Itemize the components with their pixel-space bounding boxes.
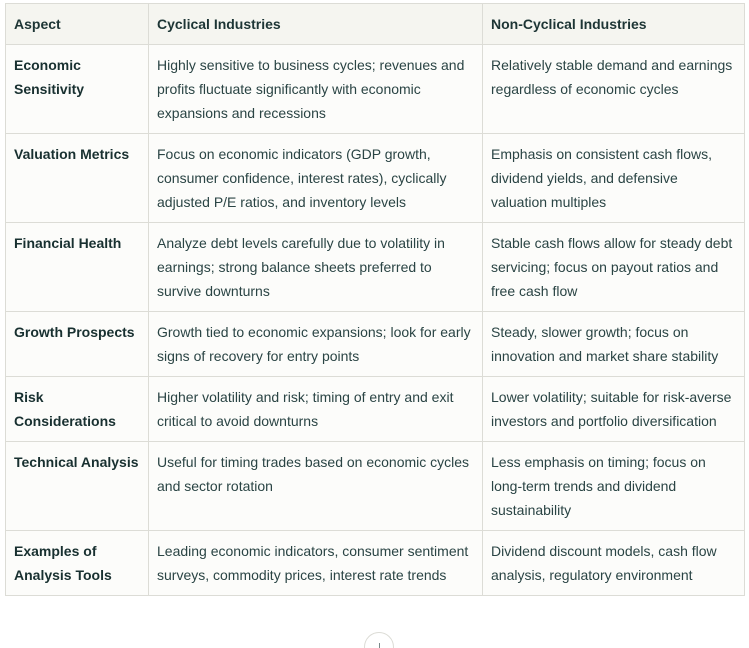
header-aspect: Aspect — [6, 4, 149, 45]
table-row — [6, 223, 745, 312]
table-body — [6, 45, 745, 596]
cell-cyclical: Higher volatility and risk; timing of entry and exit critical to avoid downturns — [149, 377, 483, 442]
cell-cyclical: Analyze debt levels carefully due to volatility in earnings; strong balance sheets preferred to survive downturns — [149, 223, 483, 312]
cell-aspect: Economic Sensitivity — [6, 45, 149, 134]
header-row — [6, 4, 745, 45]
table-row — [6, 531, 745, 596]
scroll-down-button[interactable] — [364, 632, 394, 648]
cell-aspect: Examples of Analysis Tools — [6, 531, 149, 596]
cell-aspect: Financial Health — [6, 223, 149, 312]
table-header — [6, 4, 745, 45]
table-row — [6, 312, 745, 377]
cell-non-cyclical: Emphasis on consistent cash flows, dividend yields, and defensive valuation multiples — [483, 134, 745, 223]
cell-non-cyclical: Stable cash flows allow for steady debt servicing; focus on payout ratios and free cash flow — [483, 223, 745, 312]
cell-non-cyclical: Relatively stable demand and earnings regardless of economic cycles — [483, 45, 745, 134]
cell-cyclical: Leading economic indicators, consumer sentiment surveys, commodity prices, interest rate trends — [149, 531, 483, 596]
cell-non-cyclical: Dividend discount models, cash flow analysis, regulatory environment — [483, 531, 745, 596]
cell-non-cyclical: Less emphasis on timing; focus on long-term trends and dividend sustainability — [483, 442, 745, 531]
cell-non-cyclical: Steady, slower growth; focus on innovation and market share stability — [483, 312, 745, 377]
cell-non-cyclical: Lower volatility; suitable for risk-averse investors and portfolio diversification — [483, 377, 745, 442]
table-row — [6, 45, 745, 134]
cell-cyclical: Focus on economic indicators (GDP growth, consumer confidence, interest rates), cyclically adjusted P/E ratios, and inventory levels — [149, 134, 483, 223]
cell-aspect: Risk Considerations — [6, 377, 149, 442]
cell-cyclical: Useful for timing trades based on economic cycles and sector rotation — [149, 442, 483, 531]
cell-aspect: Technical Analysis — [6, 442, 149, 531]
cell-aspect: Valuation Metrics — [6, 134, 149, 223]
header-non-cyclical: Non-Cyclical Industries — [483, 4, 745, 45]
comparison-table-container — [5, 3, 744, 596]
cell-aspect: Growth Prospects — [6, 312, 149, 377]
table-row — [6, 377, 745, 442]
table-row — [6, 134, 745, 223]
cell-cyclical: Highly sensitive to business cycles; revenues and profits fluctuate significantly with economic expansions and recessions — [149, 45, 483, 134]
header-cyclical: Cyclical Industries — [149, 4, 483, 45]
cell-cyclical: Growth tied to economic expansions; look for early signs of recovery for entry points — [149, 312, 483, 377]
table-row — [6, 442, 745, 531]
comparison-table — [5, 3, 745, 596]
scroll-indicator-icon — [379, 643, 380, 648]
